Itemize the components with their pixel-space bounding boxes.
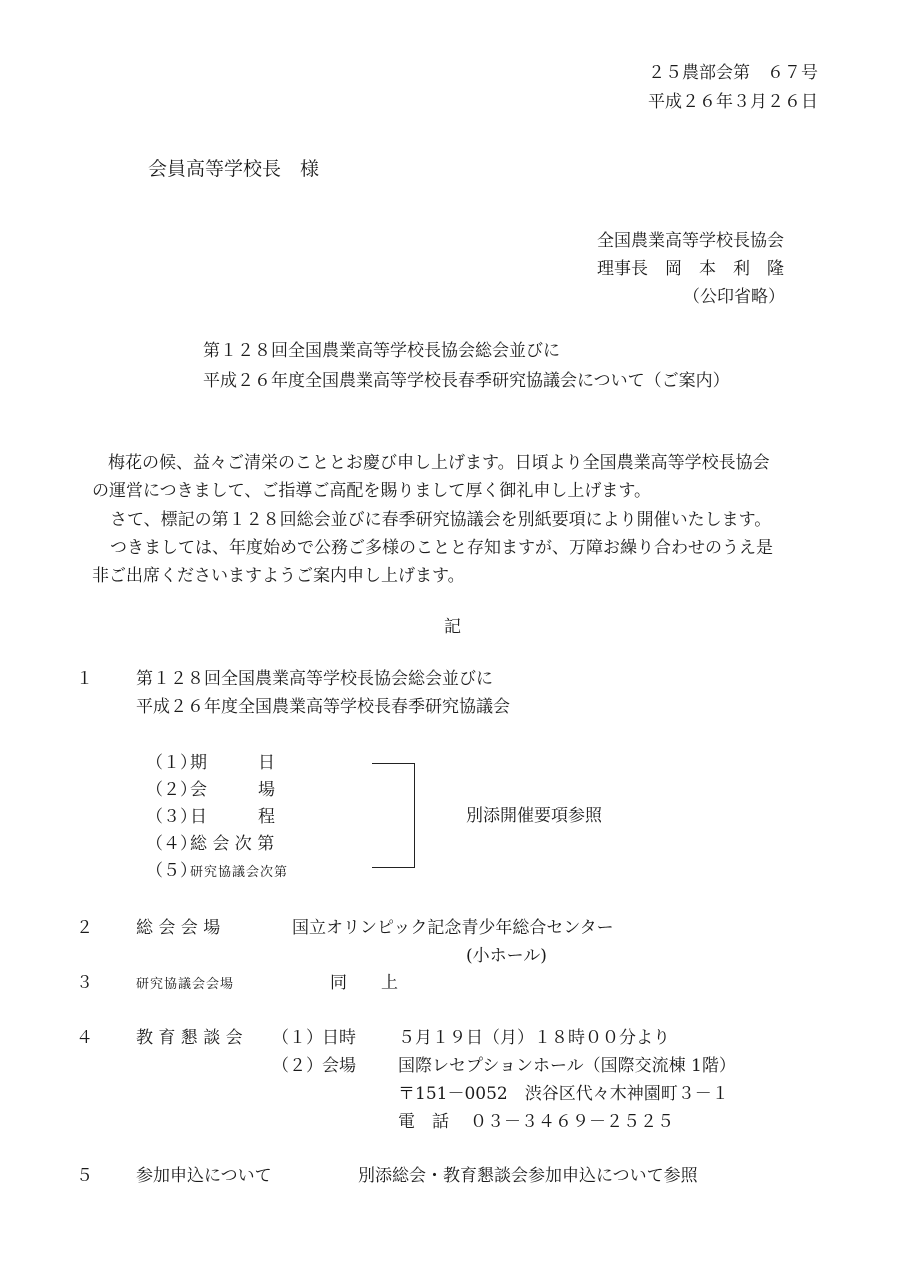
item4-sub2-value: 国際レセプションホール（国際交流棟 1階） [398,1056,736,1076]
document-number: ２５農部会第 ６７号 [648,63,818,83]
sub-item-num: （１） [146,753,197,773]
item4-sub2-label: 会場 [322,1056,356,1076]
document-date: 平成２６年３月２６日 [648,92,818,112]
item4-sub2-num: （２） [272,1056,323,1076]
bracket-note: 別添開催要項参照 [466,806,602,826]
sub-item-label: 会 場 [190,780,275,800]
body-p3-line1: つきましては、年度始めで公務ご多様のことと存知ますが、万障お繰り合わせのうえ是 [110,538,773,558]
item5-label: 参加申込について [136,1166,272,1186]
bracket [372,763,415,868]
item3-label: 研究協議会会場 [136,977,235,992]
item2-number: ２ [76,918,93,938]
sub-item-label: 日 程 [190,807,275,827]
item4-sub1-value: ５月１９日（月）１８時００分より [398,1028,670,1048]
sender-name: 理事長 岡 本 利 隆 [597,259,784,279]
sub-item-num: （５） [146,861,197,881]
item4-sub1-label: 日時 [322,1028,356,1048]
item5-value: 別添総会・教育懇談会参加申込について参照 [358,1166,698,1186]
sub-item-num: （２） [146,780,197,800]
body-p3-line2: 非ご出席くださいますようご案内申し上げます。 [92,566,465,586]
sender-org: 全国農業高等学校長協会 [597,231,784,251]
item4-address: 〒151－0052 渋谷区代々木神園町３－１ [398,1084,729,1104]
subject-line-1: 第１２８回全国農業高等学校長協会総会並びに [203,341,560,361]
item2-value-2: (小ホール) [466,946,547,966]
item4-number: ４ [76,1028,93,1048]
item3-number: ３ [76,973,93,993]
ki-heading: 記 [444,617,461,637]
sub-item-label: 総 会 次 第 [190,834,275,854]
item4-phone-label: 電 話 [398,1112,449,1132]
seal-note: （公印省略） [683,287,785,307]
item5-number: ５ [76,1166,93,1186]
item4-phone: ０３－３４６９－２５２５ [470,1112,674,1132]
recipient: 会員高等学校長 様 [148,158,320,180]
sub-item-num: （３） [146,807,197,827]
sub-item-num: （４） [146,834,197,854]
subject-line-2: 平成２６年度全国農業高等学校長春季研究協議会について（ご案内） [203,371,730,391]
item4-sub1-num: （１） [272,1028,323,1048]
item3-value: 同 上 [330,973,398,993]
body-p2: さて、標記の第１２８回総会並びに春季研究協議会を別紙要項により開催いたします。 [110,510,772,530]
sub-item-label: 期 日 [190,753,275,773]
item1-title-2: 平成２６年度全国農業高等学校長春季研究協議会 [136,697,510,717]
sub-item-label: 研究協議会次第 [190,865,289,880]
item2-value: 国立オリンピック記念青少年総合センター [292,918,614,938]
body-p1-line1: 梅花の候、益々ご清栄のこととお慶び申し上げます。日頃より全国農業高等学校長協会 [108,453,770,473]
body-p1-line2: の運営につきまして、ご指導ご高配を賜りまして厚く御礼申し上げます。 [92,481,651,501]
item4-label: 教 育 懇 談 会 [136,1028,243,1048]
item1-title-1: 第１２８回全国農業高等学校長協会総会並びに [136,669,493,689]
item1-number: １ [76,669,93,689]
item2-label: 総 会 会 場 [136,918,221,938]
